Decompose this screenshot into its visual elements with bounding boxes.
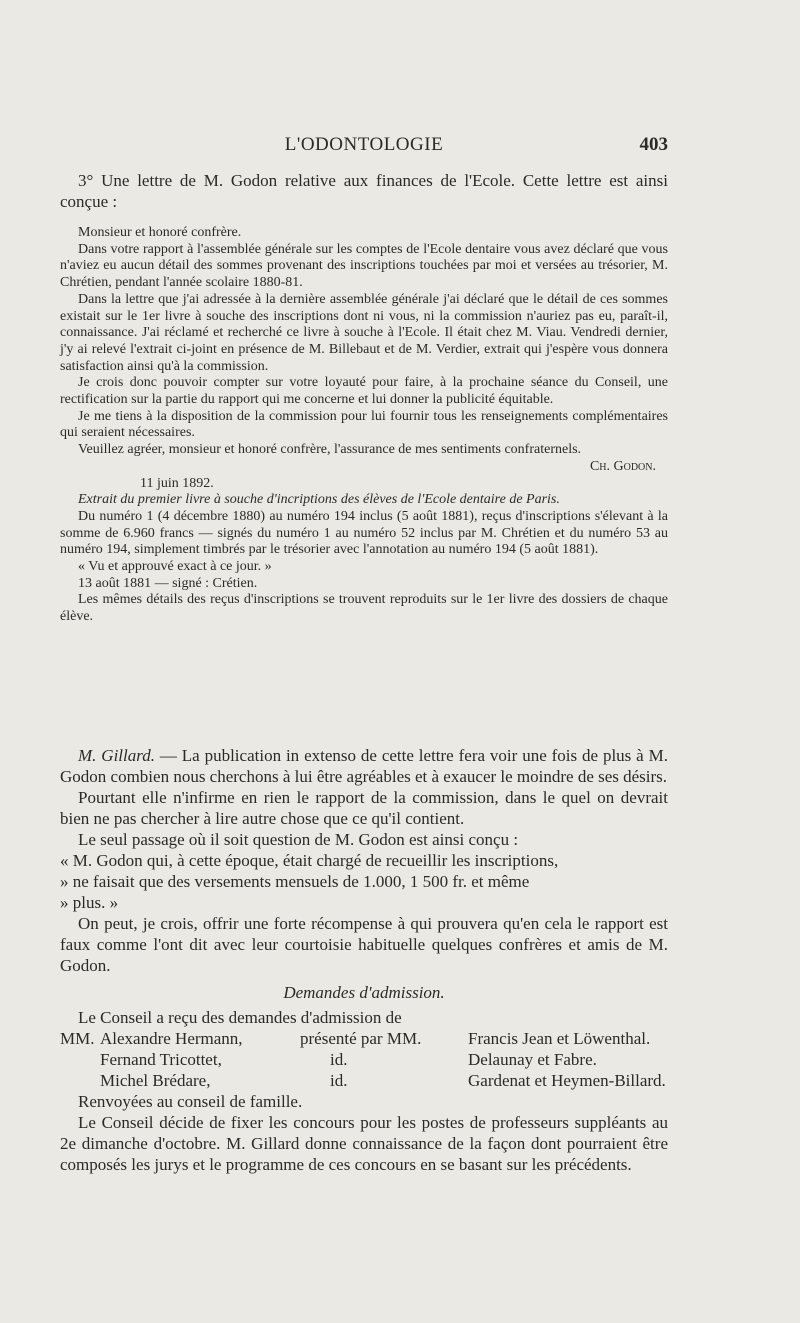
page-number: 403 bbox=[639, 134, 668, 155]
final-paragraph: Le Conseil décide de fixer les concours pour les postes de professeurs suppléants au 2e dimanche d'octobre. M. Gillard donne connaissance de la façon dont pourraient être composés les jurys et le programme de ces concours en se basant sur les précédents. bbox=[60, 1113, 668, 1174]
intro-paragraph: 3° Une lettre de M. Godon relative aux finances de l'Ecole. Cette lettre est ainsi conçue : bbox=[60, 171, 668, 211]
admission-prefix bbox=[60, 1070, 100, 1091]
admission-row bbox=[60, 1049, 668, 1070]
admission-row bbox=[60, 1028, 668, 1049]
admission-sponsors: Gardenat et Heymen-Billard. bbox=[468, 1071, 666, 1090]
letter-paragraph: Je crois donc pouvoir compter sur votre loyauté pour faire, à la prochaine séance du Conseil, une rectification sur la partie du rapport qui me concerne et lui donner la publicité équitable. bbox=[60, 375, 668, 408]
admission-row bbox=[60, 1070, 668, 1091]
running-header bbox=[60, 134, 668, 158]
admission-candidate: Michel Brédare, bbox=[100, 1071, 211, 1090]
admission-sponsors: Francis Jean et Löwenthal. bbox=[468, 1029, 651, 1048]
admission-presented-by: présenté par MM. bbox=[300, 1029, 422, 1048]
journal-title: L'ODONTOLOGIE bbox=[284, 134, 444, 155]
discussion-paragraph bbox=[60, 745, 668, 787]
extract-note: Les mêmes détails des reçus d'inscriptions se trouvent reproduits sur le 1er livre des dossiers de chaque élève. bbox=[60, 592, 668, 625]
letter-paragraph: Dans votre rapport à l'assemblée générale sur les comptes de l'Ecole dentaire vous avez déclaré que vous n'aviez eu aucun détail des sommes provenant des inscriptions touchées par moi et versées au trésorier, M. Chrétien, pendant l'année scolaire 1880-81. bbox=[60, 241, 668, 291]
discussion-paragraph: On peut, je crois, offrir une forte récompense à qui prouvera qu'en cela le rapport est faux comme l'ont dit avec leur courtoisie habituelle quelques confrères et amis de M. Godon. bbox=[60, 914, 668, 975]
admission-presented-by: id. bbox=[330, 1071, 348, 1090]
admissions-referred: Renvoyées au conseil de famille. bbox=[78, 1092, 303, 1111]
report-quote-line: « M. Godon qui, à cette époque, était chargé de recueillir les inscriptions, bbox=[60, 851, 559, 870]
admission-prefix bbox=[60, 1049, 100, 1070]
extract-signed: 13 août 1881 — signé : Crétien. bbox=[78, 575, 258, 591]
letter-date: 11 juin 1892. bbox=[140, 475, 214, 491]
discussion-block bbox=[60, 745, 668, 1175]
letter-paragraph: Veuillez agréer, monsieur et honoré confrère, l'assurance de mes sentiments confraternels. bbox=[78, 442, 582, 458]
letter-signature: Ch. Godon. bbox=[589, 458, 656, 474]
admission-candidate: Alexandre Hermann, bbox=[100, 1029, 243, 1048]
admission-sponsors: Delaunay et Fabre. bbox=[468, 1050, 597, 1069]
discussion-paragraph: Pourtant elle n'infirme en rien le rapport de la commission, dans le quel on devrait bien ne pas chercher à lire autre chose que ce qu'il contient. bbox=[60, 788, 668, 828]
letter-block bbox=[60, 225, 668, 626]
report-quote-line: » ne faisait que des versements mensuels de 1.000, 1 500 fr. et même bbox=[60, 872, 530, 891]
speaker-name: M. Gillard. bbox=[78, 746, 155, 765]
admission-prefix: MM. bbox=[60, 1029, 95, 1048]
report-quote-line: » plus. » bbox=[60, 893, 119, 912]
admission-candidate: Fernand Tricottet, bbox=[100, 1050, 222, 1069]
extract-approved: « Vu et approuvé exact à ce jour. » bbox=[78, 559, 272, 575]
letter-paragraph: Dans la lettre que j'ai adressée à la dernière assemblée générale j'ai déclaré que le détail de ces sommes existait sur le 1er livre à souche des inscriptions dont ni vous, ni la commission n'auriez pas eu, paraît-il, connaissance. J'ai réclamé et recherché ce livre à souche à l'Ecole. Il était chez M. Viau. Vendredi dernier, j'y ai relevé l'extrait ci-joint en présence de M. Billebaut et de M. Verdier, extrait qui j'espère vous donnera satisfaction ainsi qu'à la commission. bbox=[60, 291, 668, 374]
extract-title: Extrait du premier livre à souche d'incriptions des élèves de l'Ecole dentaire de Paris. bbox=[78, 492, 560, 508]
extract-body: Du numéro 1 (4 décembre 1880) au numéro 194 inclus (5 août 1881), reçus d'inscriptions s'élevant à la somme de 6.960 francs — signés du numéro 1 au numéro 52 inclus par M. Chrétien et du numéro 53 au numéro 194, simplement timbrés par le trésorier avec l'annotation au numéro 194 (5 août 1881). bbox=[60, 508, 668, 558]
letter-paragraph: Je me tiens à la disposition de la commission pour lui fournir tous les renseignements complémentaires qui seraient nécessaires. bbox=[60, 408, 668, 441]
admission-presented-by: id. bbox=[330, 1050, 348, 1069]
letter-salutation: Monsieur et honoré confrère. bbox=[78, 225, 242, 240]
discussion-text: — La publication in extenso de cette lettre fera voir une fois de plus à M. Godon combien nous cherchons à lui être agréables et à exaucer le moindre de ses désirs. bbox=[60, 746, 668, 786]
section-heading: Demandes d'admission. bbox=[283, 983, 445, 1002]
admission-list bbox=[60, 1028, 668, 1091]
admissions-intro: Le Conseil a reçu des demandes d'admission de bbox=[78, 1008, 402, 1027]
discussion-paragraph: Le seul passage où il soit question de M. Godon est ainsi conçu : bbox=[78, 830, 519, 849]
